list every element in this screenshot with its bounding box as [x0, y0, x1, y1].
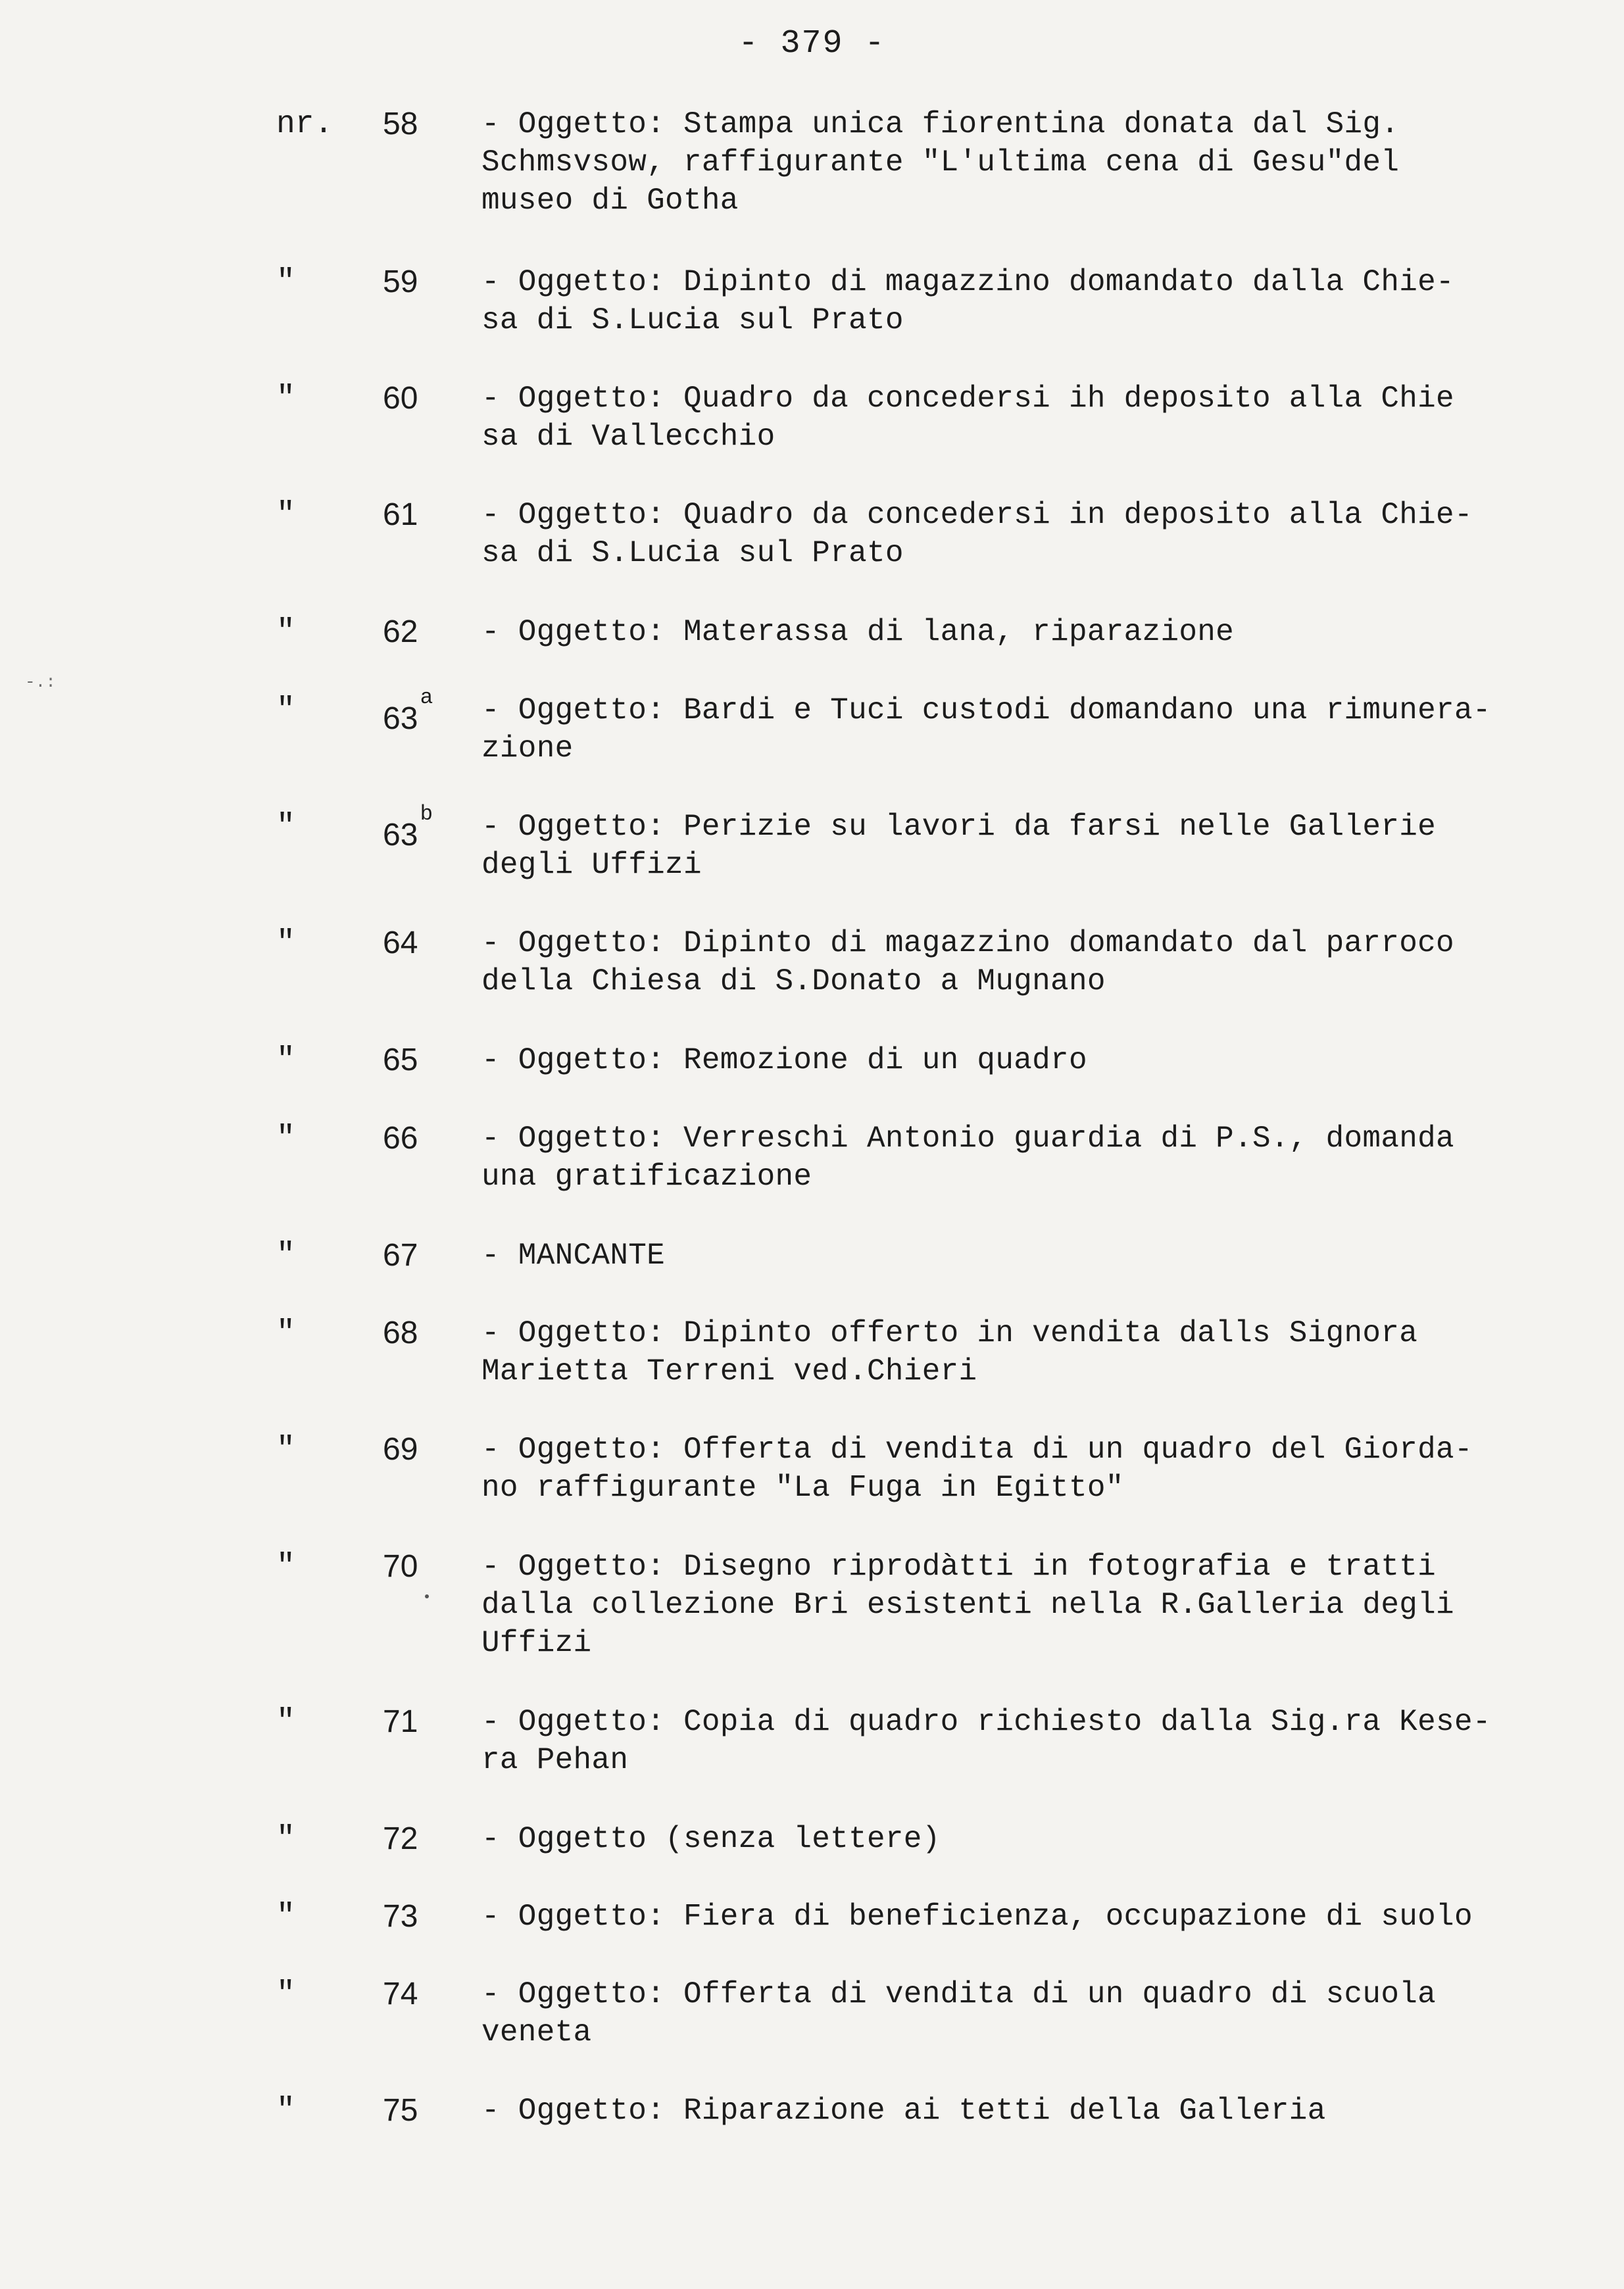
entry-number-value: 65 [383, 1043, 418, 1077]
entry-description [481, 1975, 1573, 2052]
entry-text-line: - Oggetto: Disegno riprodàtti in fotografia e tratti [481, 1550, 1437, 1584]
entry-text-line: dalla collezione Bri esistenti nella R.Galleria degli [481, 1588, 1454, 1622]
entry-text-line: - MANCANTE [481, 1239, 666, 1273]
entry-text-line: - Oggetto: Copia di quadro richiesto dalla Sig.ra Kese- [481, 1705, 1491, 1739]
entry-description [481, 1820, 1573, 1858]
entry-number-value: 61 [383, 497, 418, 532]
entry-number [383, 2092, 418, 2130]
entry-number-value: 74 [383, 1977, 418, 2011]
entry-number-value: 59 [383, 264, 418, 299]
entry-text-line: della Chiesa di S.Donato a Mugnano [481, 964, 1106, 998]
entry-number-suffix: a [420, 684, 433, 708]
entry-text-line: - Oggetto: Materassa di lana, riparazione [481, 615, 1235, 649]
entry-number [383, 1703, 418, 1741]
entry-number [383, 105, 418, 143]
margin-mark: -.: [25, 672, 56, 692]
entry-number-value: 64 [383, 925, 418, 960]
entry-number [383, 263, 418, 301]
entry-prefix: " [276, 2093, 295, 2129]
entry-prefix: " [276, 925, 295, 961]
entry-prefix: " [276, 497, 295, 533]
entry-prefix: " [276, 381, 295, 416]
entry-prefix: " [276, 1821, 295, 1857]
entry-number-value: 69 [383, 1432, 418, 1467]
stray-dot [425, 1594, 429, 1598]
entry-text-line: - Oggetto: Dipinto offerto in vendita dalls Signora [481, 1316, 1418, 1350]
entry-number-value: 62 [383, 614, 418, 649]
entry-number [383, 1120, 418, 1158]
entry-text-line: - Oggetto: Riparazione ai tetti della Galleria [481, 2094, 1326, 2128]
entry-number-value: 72 [383, 1821, 418, 1856]
entry-number-suffix: b [420, 800, 433, 824]
entry-text-line: - Oggetto: Dipinto di magazzino domandato dal parroco [481, 926, 1454, 960]
entry-description [481, 263, 1573, 339]
entry-description [481, 380, 1573, 456]
entry-text-line: - Oggetto: Quadro da concedersi in deposito alla Chie- [481, 498, 1473, 532]
entry-prefix: " [276, 614, 295, 650]
entry-text-line: ra Pehan [481, 1743, 629, 1777]
entry-text-line: - Oggetto (senza lettere) [481, 1822, 941, 1856]
entry-text-line: Marietta Terreni ved.Chieri [481, 1354, 977, 1389]
entry-text-line: una gratificazione [481, 1160, 812, 1194]
entry-number [383, 924, 418, 962]
entry-number [383, 1431, 418, 1469]
entry-text-line: - Oggetto: Fiera di beneficienza, occupazione di suolo [481, 1900, 1473, 1934]
entry-prefix: " [276, 1043, 295, 1078]
entry-prefix: " [276, 1121, 295, 1156]
entry-number-value: 68 [383, 1316, 418, 1350]
entry-number-value: 66 [383, 1121, 418, 1156]
entry-number-value: 63 [383, 701, 418, 736]
entry-number-value: 71 [383, 1704, 418, 1739]
entry-description [481, 1703, 1573, 1779]
entry-text-line: Uffizi [481, 1626, 592, 1660]
entry-text-line: no raffigurante "La Fuga in Egitto" [481, 1471, 1124, 1505]
entry-text-line: zione [481, 731, 574, 766]
page-number: - 379 - [738, 25, 886, 62]
entry-number [383, 1548, 418, 1586]
entry-text-line: sa di S.Lucia sul Prato [481, 303, 904, 337]
entry-prefix: " [276, 1899, 295, 1934]
entry-number-value: 63 [383, 818, 418, 852]
entry-prefix: " [276, 264, 295, 300]
entry-text-line: - Oggetto: Offerta di vendita di un quadro del Giorda- [481, 1433, 1473, 1467]
entry-description [481, 1314, 1573, 1391]
entry-text-line: - Oggetto: Dipinto di magazzino domandato dalla Chie- [481, 265, 1454, 299]
entry-prefix: " [276, 1238, 295, 1273]
entry-description [481, 1431, 1573, 1507]
entry-description [481, 1041, 1573, 1079]
entry-number [383, 800, 433, 854]
entry-text-line: degli Uffizi [481, 848, 702, 882]
entry-text-line: - Oggetto: Bardi e Tuci custodi domandano una rimunera- [481, 693, 1491, 727]
entry-text-line: - Oggetto: Offerta di vendita di un quadro di scuola [481, 1977, 1437, 2011]
entry-number [383, 496, 418, 534]
entry-number-value: 58 [383, 107, 418, 141]
entry-number-value: 73 [383, 1899, 418, 1934]
entry-text-line: museo di Gotha [481, 184, 739, 218]
entry-number-value: 60 [383, 381, 418, 416]
entry-number [383, 1820, 418, 1858]
entry-prefix: " [276, 1316, 295, 1351]
entry-text-line: sa di Vallecchio [481, 420, 775, 454]
entry-number [383, 1898, 418, 1936]
entry-text-line: - Oggetto: Quadro da concedersi ih deposito alla Chie [481, 382, 1454, 416]
entry-description [481, 924, 1573, 1000]
entry-number [383, 1041, 418, 1079]
entry-text-line: - Oggetto: Remozione di un quadro [481, 1043, 1087, 1077]
entry-number [383, 380, 418, 418]
entry-number-value: 67 [383, 1238, 418, 1273]
entry-number [383, 1975, 418, 2013]
entry-description [481, 808, 1573, 884]
entry-description [481, 1898, 1573, 1936]
entry-number-value: 75 [383, 2093, 418, 2128]
entry-description [481, 1237, 1573, 1275]
entry-prefix: " [276, 1432, 295, 1467]
entry-number-value: 70 [383, 1549, 418, 1584]
entry-prefix: " [276, 693, 295, 728]
entry-prefix: " [276, 1704, 295, 1740]
entry-number [383, 1237, 418, 1275]
entry-description [481, 496, 1573, 572]
entry-prefix: " [276, 1977, 295, 2012]
entry-description [481, 1548, 1573, 1662]
entry-text-line: veneta [481, 2015, 592, 2050]
entry-number [383, 1314, 418, 1352]
entry-description [481, 1120, 1573, 1196]
entry-description [481, 2092, 1573, 2130]
entry-description [481, 613, 1573, 651]
entry-description [481, 691, 1573, 768]
entry-text-line: sa di S.Lucia sul Prato [481, 536, 904, 570]
entry-text-line: Schmsvsow, raffigurante "L'ultima cena di Gesu"del [481, 145, 1400, 180]
entry-text-line: - Oggetto: Stampa unica fiorentina donata dal Sig. [481, 107, 1400, 141]
entry-text-line: - Oggetto: Verreschi Antonio guardia di P.S., domanda [481, 1121, 1454, 1156]
entry-prefix: " [276, 1549, 295, 1585]
entry-prefix: " [276, 809, 295, 845]
entry-text-line: - Oggetto: Perizie su lavori da farsi nelle Gallerie [481, 810, 1437, 844]
entry-description [481, 105, 1573, 220]
entry-number [383, 613, 418, 651]
entry-number [383, 684, 433, 738]
entry-prefix: nr. [276, 107, 333, 142]
